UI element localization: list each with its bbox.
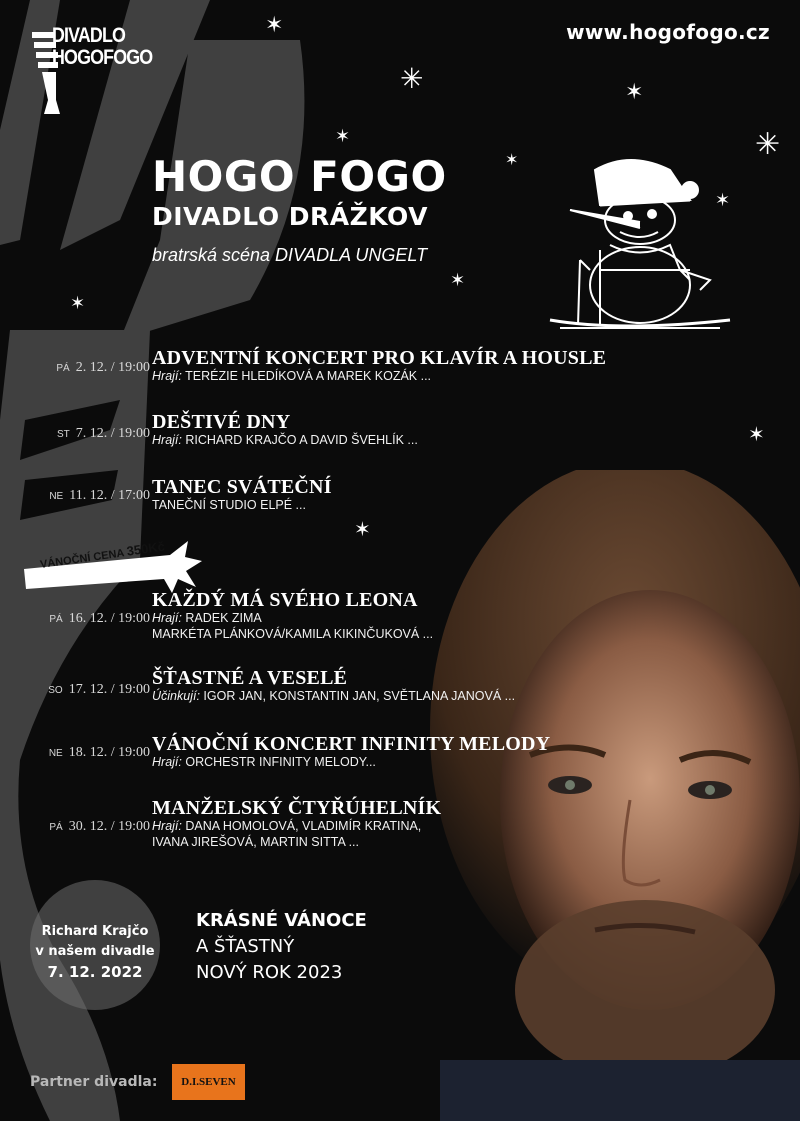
star-icon: ✶: [505, 150, 519, 169]
snowman-illustration: [540, 150, 740, 340]
event-cast: Hrají: ORCHESTR INFINITY MELODY...: [152, 755, 376, 769]
portrait-photo: [380, 470, 800, 1121]
star-icon: ✶: [715, 190, 731, 211]
star-icon: ✶: [335, 126, 351, 147]
event-date: ST 7. 12. / 19:00: [56, 426, 150, 441]
event-title[interactable]: VÁNOČNÍ KONCERT INFINITY MELODY: [152, 733, 551, 755]
star-icon: ✶: [354, 517, 371, 541]
event-title[interactable]: TANEC SVÁTEČNÍ: [152, 476, 332, 498]
star-icon: ✶: [265, 13, 284, 38]
event-cast-line2: IVANA JIREŠOVÁ, MARTIN SITTA ...: [152, 835, 359, 849]
star-icon: ✶: [748, 422, 765, 446]
promo-circle-text: Richard Krajčo v našem divadle 7. 12. 2022: [35, 924, 155, 981]
event-title[interactable]: KAŽDÝ MÁ SVÉHO LEONA: [152, 589, 418, 611]
star-icon: ✳: [755, 127, 781, 162]
event-date: PÁ 2. 12. / 19:00: [56, 360, 150, 375]
event-title[interactable]: ADVENTNÍ KONCERT PRO KLAVÍR A HOUSLE: [152, 347, 607, 369]
page-title: HOGO FOGO: [152, 152, 447, 201]
logo-text-divadlo: DIVADLO: [52, 24, 126, 47]
event-cast: Hrají: DANA HOMOLOVÁ, VLADIMÍR KRATINA,: [152, 819, 422, 833]
event-date: SO 17. 12. / 19:00: [48, 682, 150, 697]
star-icon: ✶: [450, 270, 466, 291]
page-subtitle: DIVADLO DRÁŽKOV: [152, 202, 428, 231]
tagline: bratrská scéna DIVADLA UNGELT: [152, 245, 428, 265]
event-cast-line2: MARKÉTA PLÁNKOVÁ/KAMILA KIKINČUKOVÁ ...: [152, 627, 434, 641]
season-greeting: KRÁSNÉ VÁNOCE A ŠŤASTNÝ NOVÝ ROK 2023: [196, 910, 367, 983]
price-badge-text: VÁNOČNÍ CENA 350Kč: [39, 538, 166, 571]
logo-text-hogofogo: HOGOFOGO: [52, 46, 153, 69]
event-cast: Hrají: RICHARD KRAJČO A DAVID ŠVEHLÍK ...: [152, 433, 418, 447]
event-date: PÁ 30. 12. / 19:00: [49, 819, 150, 834]
event-title[interactable]: DEŠTIVÉ DNY: [152, 411, 291, 433]
event-date: NE 11. 12. / 17:00: [49, 488, 150, 503]
event-cast: Účinkují: IGOR JAN, KONSTANTIN JAN, SVĚTLANA JANOVÁ ...: [152, 689, 516, 703]
star-icon: ✳: [400, 62, 424, 95]
website-link[interactable]: www.hogofogo.cz: [566, 20, 770, 44]
star-icon: ✶: [625, 80, 644, 105]
partner-logo[interactable]: D.I.SEVEN: [172, 1064, 245, 1100]
event-title[interactable]: MANŽELSKÝ ČTYŘÚHELNÍK: [152, 797, 442, 819]
star-icon: ✶: [70, 293, 86, 314]
partner-label: Partner divadla:: [30, 1074, 158, 1090]
event-title[interactable]: ŠŤASTNÉ A VESELÉ: [152, 667, 348, 689]
event-date: PÁ 16. 12. / 19:00: [49, 611, 150, 626]
event-cast: Hrají: TERÉZIE HLEDÍKOVÁ A MAREK KOZÁK ...: [152, 369, 432, 383]
event-cast: Hrají: RADEK ZIMA: [152, 611, 262, 625]
event-cast: TANEČNÍ STUDIO ELPÉ ...: [152, 498, 306, 512]
event-date: NE 18. 12. / 19:00: [48, 745, 150, 760]
